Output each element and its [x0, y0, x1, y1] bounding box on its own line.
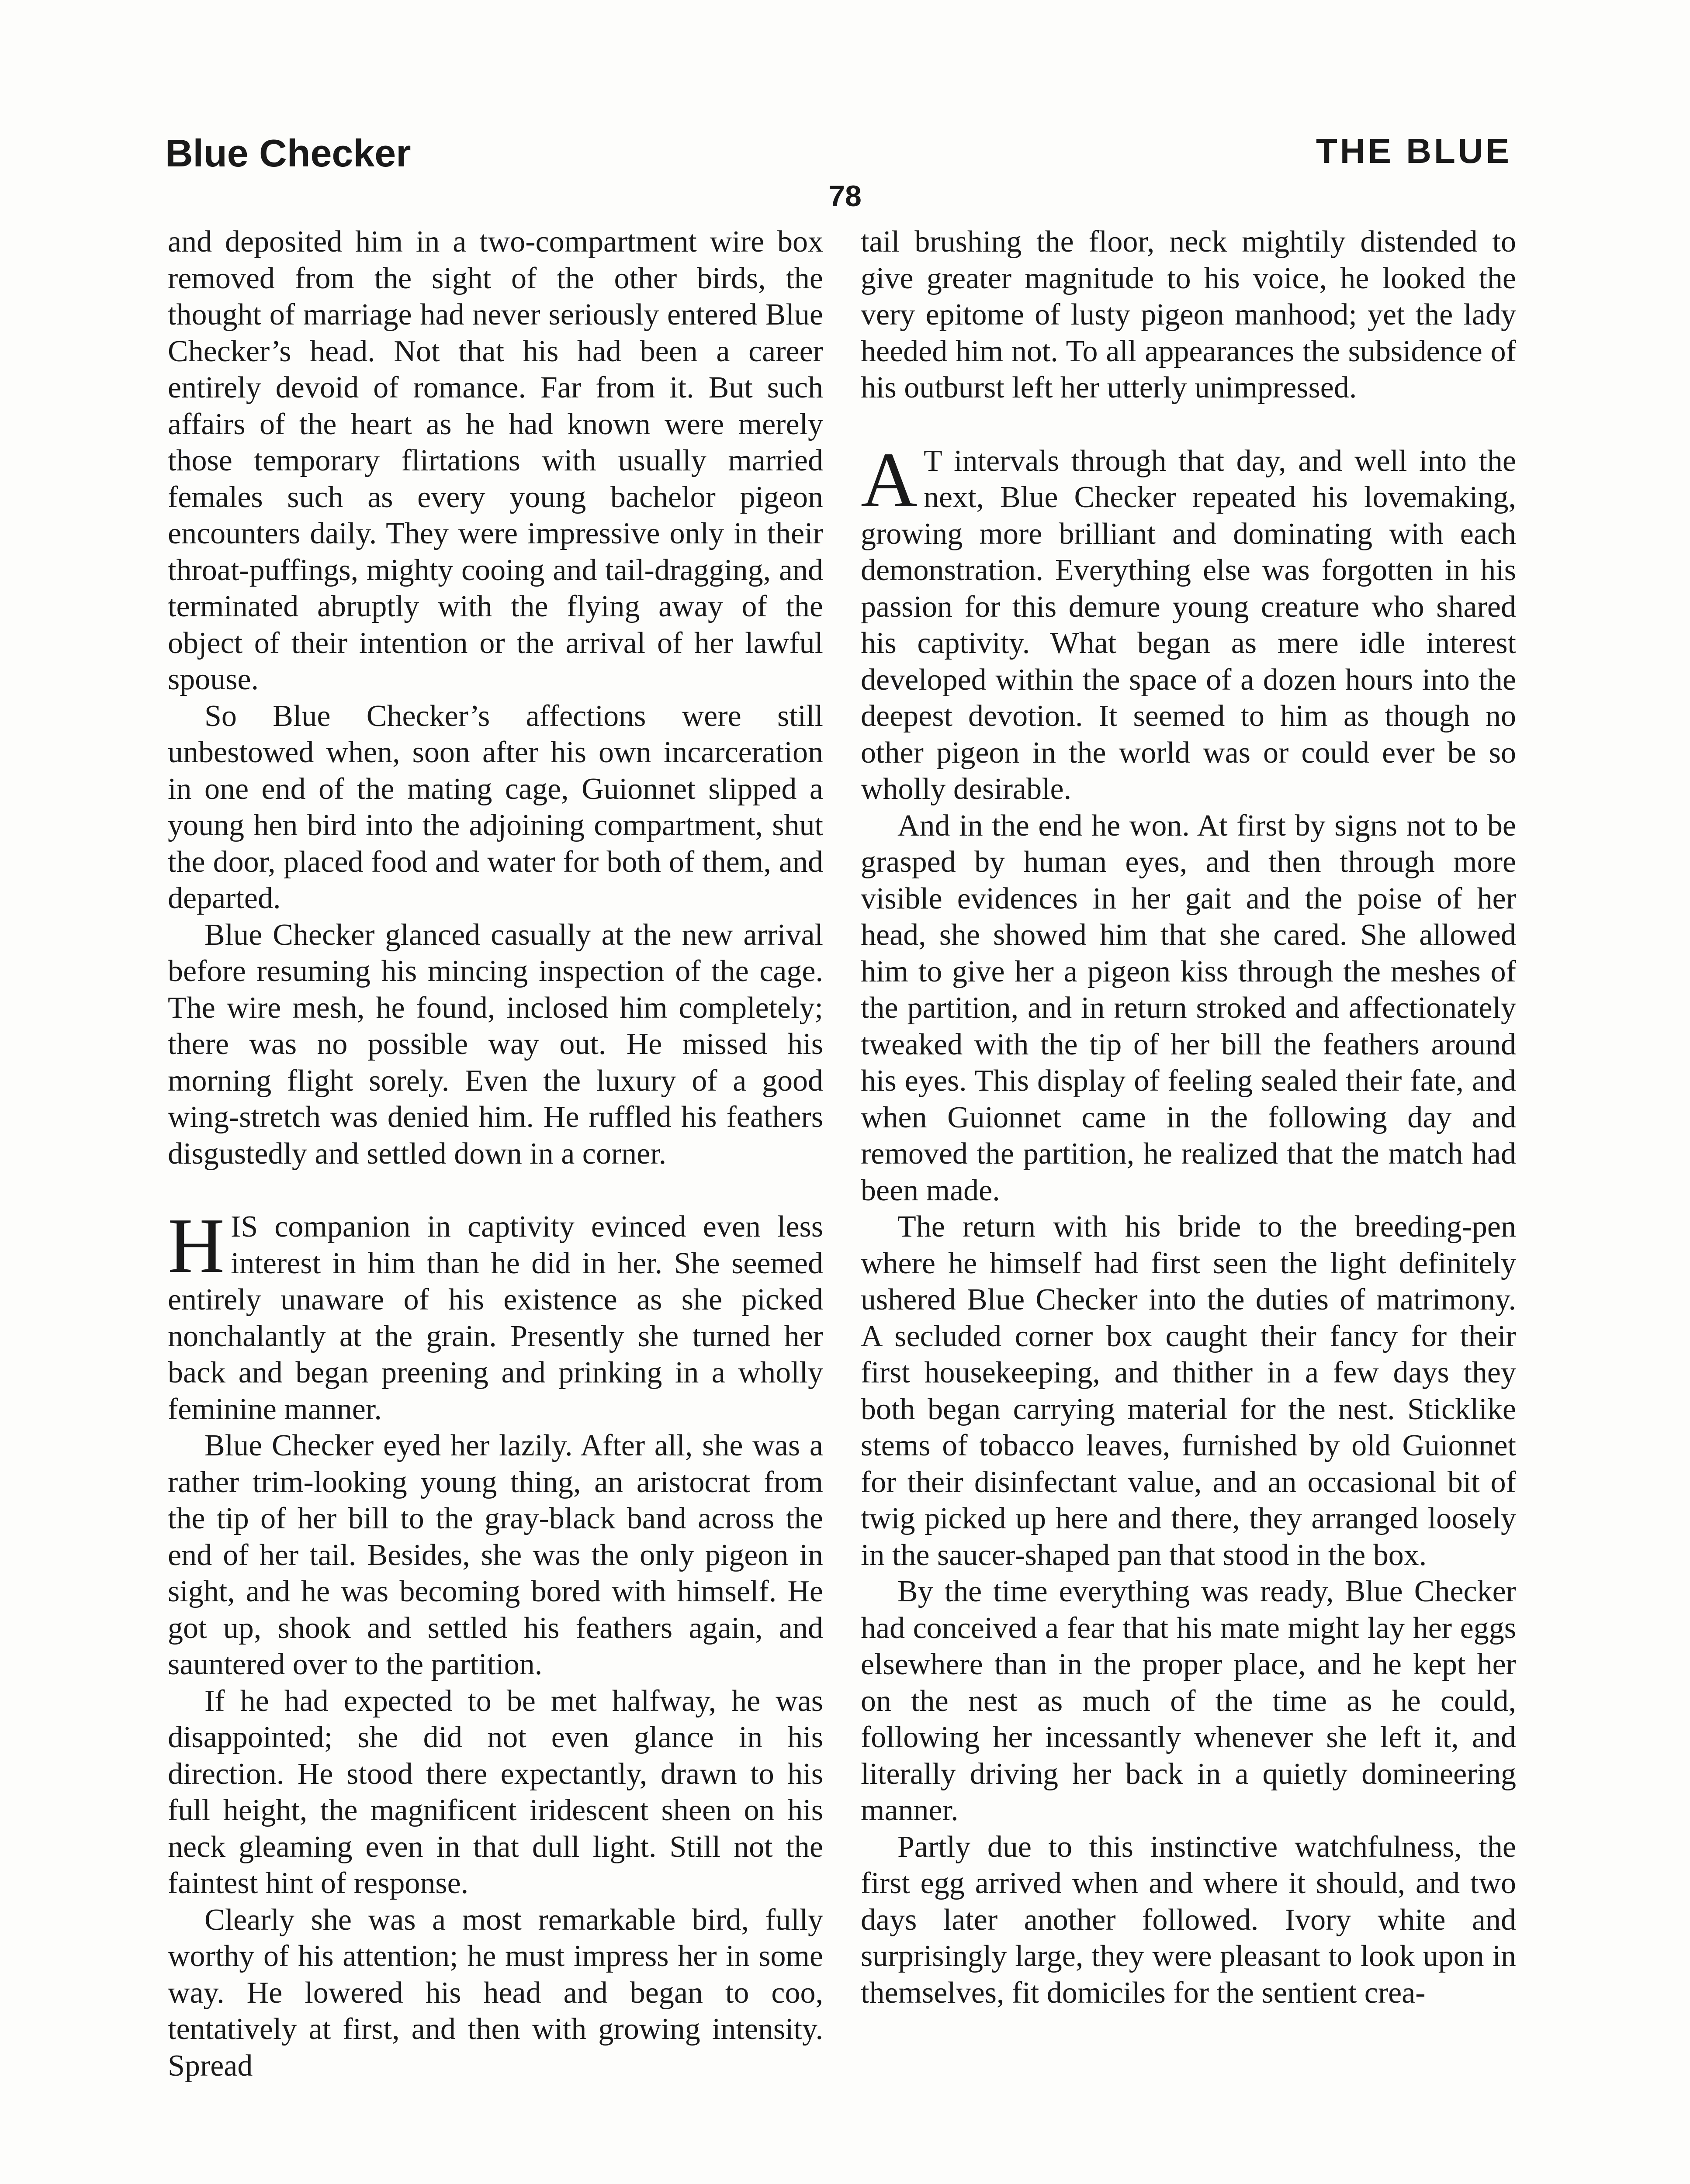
section-opening-paragraph: [168, 1202, 823, 1427]
paragraph: By the time everything was ready, Blue Checker had conceived a fear that his mate might lay her eggs elsewhere than in the proper place, and he kept her on the nest as much of the time as he could, following her incessantly whenever she left it, and literally driving her back in a quietly domineering manner.: [861, 1575, 1516, 1827]
right-text-column: [861, 224, 1516, 2011]
paragraph: Partly due to this instinctive watchfulness, the first egg arrived when and where it should, and two days later another followed. Ivory white and surprisingly large, they were pleasant to look upon in themselves, fit domiciles for the sentient crea-: [861, 1830, 1516, 2010]
running-head-magazine-title: THE BLUE: [1316, 131, 1512, 170]
paragraph: So Blue Checker’s affections were still unbestowed when, soon after his own incarceration in one end of the mating cage, Guionnet slipped a young hen bird into the adjoining compartment, shut the door, placed food and water for both of them, and departed.: [168, 699, 823, 915]
paragraph: And in the end he won. At first by signs not to be grasped by human eyes, and then through more visible evidences in her gait and the poise of her head, she showed him that she cared. She allowed him to give her a pigeon kiss through the meshes of the partition, and in return stroked and affectionately tweaked with the tip of her bill the feathers around his eyes. This display of feeling sealed their fate, and when Guionnet came in the following day and removed the partition, he realized that the match had been made.: [861, 809, 1516, 1207]
paragraph: Blue Checker eyed her lazily. After all, she was a rather trim-looking young thing, an aristocrat from the tip of her bill to the gray-black band across the end of her tail. Besides, she was the only pigeon in sight, and he was becoming bored with himself. He got up, shook and settled his feathers again, and sauntered over to the partition.: [168, 1429, 823, 1681]
paragraph: Clearly she was a most remarkable bird, fully worthy of his attention; he must impress her in some way. He lowered his head and began to coo, tentatively at first, and then with growing intensity. Spread: [168, 1903, 823, 2083]
drop-cap: H: [168, 1202, 225, 1289]
paragraph: The return with his bride to the breeding-pen where he himself had first seen the light definitely ushered Blue Checker into the duties of matrimony. A secluded corner box caught their fancy for their first housekeeping, and thither in a few days they both began carrying material for the nest. Sticklike stems of tobacco leaves, furnished by old Guionnet for their disinfectant value, and an occasional bit of twig picked up here and there, they arranged loosely in the saucer-shaped pan that stood in the box.: [861, 1210, 1516, 1572]
paragraph: If he had expected to be met halfway, he was disappointed; she did not even glance in his direction. He stood there expectantly, drawn to his full height, the magnificent iridescent sheen on his neck gleaming even in that dull light. Still not the faintest hint of response.: [168, 1684, 823, 1900]
paragraph: and deposited him in a two-compartment wire box removed from the sight of the other birds, the thought of marriage had never seriously entered Blue Checker’s head. Not that his had been a career entirely devoid of romance. Far from it. But such affairs of the heart as he had known were merely those temporary flirtations with usually married females such as every young bachelor pigeon encounters daily. They were impressive only in their throat-puffings, mighty cooing and tail-dragging, and terminated abruptly with the flying away of the object of their intention or the arrival of her lawful spouse.: [168, 225, 823, 696]
page-number: 78: [828, 180, 862, 213]
paragraph-text: IS companion in captivity evinced even less interest in him than he did in her. She seemed entirely unaware of his existence as she picked nonchalantly at the grain. Presently she turned her back and began preening and prinking in a wholly feminine manner.: [168, 1210, 823, 1426]
running-head-story-title: Blue Checker: [165, 131, 411, 175]
paragraph: Blue Checker glanced casually at the new arrival before resuming his mincing inspection of the cage. The wire mesh, he found, inclosed him completely; there was no possible way out. He missed his morning flight sorely. Even the luxury of a good wing-stretch was denied him. He ruffled his feathers disgustedly and settled down in a corner.: [168, 918, 823, 1171]
paragraph-text: T intervals through that day, and well into the next, Blue Checker repeated his lovemaking, growing more brilliant and dominating with each demonstration. Everything else was forgotten in his passion for this demure young creature who shared his captivity. What began as mere idle interest developed within the space of a dozen hours into the deepest devotion. It seemed to him as though no other pigeon in the world was or could ever be so wholly desirable.: [861, 444, 1516, 806]
left-text-column: [168, 224, 823, 2084]
drop-cap: A: [861, 436, 918, 523]
section-opening-paragraph: [861, 436, 1516, 808]
paragraph: tail brushing the floor, neck mightily distended to give greater magnitude to his voice, he looked the very epitome of lusty pigeon manhood; yet the lady heeded him not. To all appearances the subsidence of his outburst left her utterly unimpressed.: [861, 225, 1516, 404]
